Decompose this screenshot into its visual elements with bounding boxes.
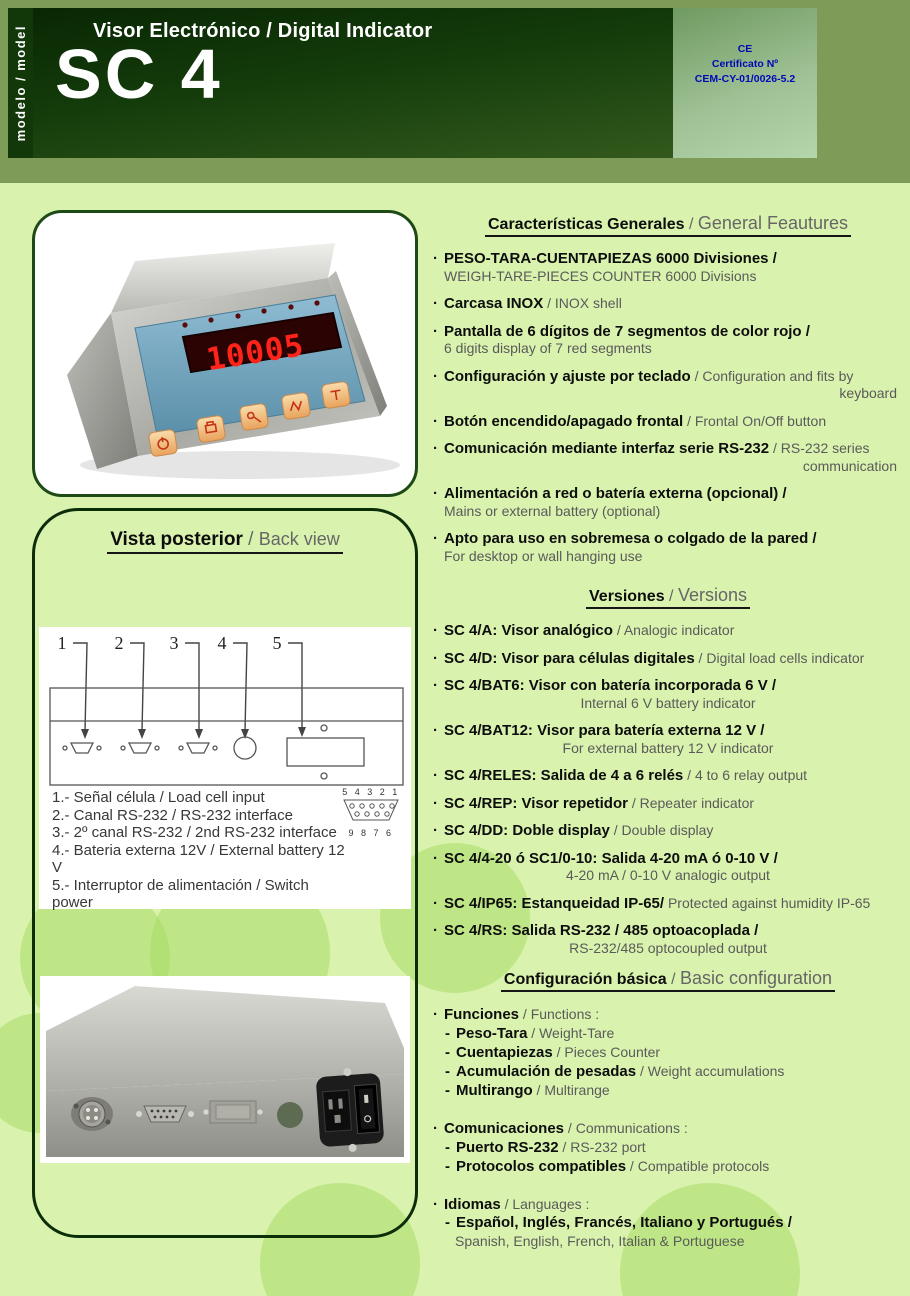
feature-item — [433, 650, 903, 668]
zero-button[interactable] — [281, 392, 310, 420]
feature-text: · SC 4/4-20 ó SC1/0-10: Salida 4-20 mA ó 0-10 V / — [433, 850, 903, 868]
feature-item — [433, 530, 903, 565]
feature-text: · SC 4/BAT12: Visor para batería externa 12 V / — [433, 722, 903, 740]
feature-text: · SC 4/REP: Visor repetidor / Repeater indicator — [433, 795, 903, 813]
feature-text-en: communication — [802, 457, 897, 474]
feature-item — [433, 440, 903, 475]
config-sub-item-en: Spanish, English, French, Italian & Portuguese — [455, 1233, 745, 1249]
feature-item — [433, 413, 903, 431]
back-view-title-en: Back view — [258, 529, 340, 549]
certificate-text — [673, 42, 817, 87]
model-vertical-strip — [8, 8, 33, 158]
feature-text: · Comunicación mediante interfaz serie RS-232 / RS-232 series — [433, 440, 903, 458]
round-connector — [234, 737, 256, 759]
feature-item — [433, 677, 903, 712]
feature-item — [433, 368, 903, 403]
feature-text-en: For external battery 12 V indicator — [562, 739, 774, 756]
display-value: 10005 — [203, 327, 307, 379]
section-1 — [433, 213, 903, 575]
config-group — [433, 1195, 903, 1250]
config-group — [433, 1005, 903, 1100]
feature-text-en: 4-20 mA / 0-10 V analogic output — [566, 867, 770, 883]
config-sub-item: - Protocolos compatibles / Compatible protocols — [433, 1157, 903, 1176]
feature-text: · Alimentación a red o batería externa (opcional) / — [433, 485, 903, 503]
certificate-line-2: Certificato Nº — [711, 58, 779, 70]
feature-text: · SC 4/RELES: Salida de 4 a 6 relés / 4 to 6 relay output — [433, 767, 903, 785]
feature-text: · SC 4/D: Visor para células digitales / Digital load cells indicator — [433, 650, 903, 668]
legend-line: 4.- Bateria externa 12V / External battery 12 V — [52, 841, 345, 876]
product-type-title: Visor Electrónico / Digital Indicator — [93, 20, 433, 42]
feature-text-en: 6 digits display of 7 red segments — [444, 340, 652, 356]
section-title: Características Generales / General Feautures — [433, 213, 903, 237]
config-sub-item: - Peso-Tara / Weight-Tare — [433, 1024, 903, 1043]
feature-item — [433, 922, 903, 957]
feature-text: · Botón encendido/apagado frontal / Frontal On/Off button — [433, 413, 903, 431]
content-area — [0, 183, 910, 1296]
feature-item — [433, 622, 903, 640]
dsub-connector-2 — [129, 743, 151, 753]
pinout-bottom-numbers: 9 8 7 6 — [348, 828, 394, 838]
feature-item — [433, 485, 903, 520]
switch-cutout — [287, 738, 364, 766]
config-group-title: · Funciones / Functions : — [433, 1005, 903, 1024]
db9-pinout — [337, 787, 405, 838]
certificate-box — [673, 8, 817, 158]
round-hole — [277, 1102, 303, 1128]
print-button[interactable] — [196, 415, 225, 443]
config-sub-item: - Acumulación de pesadas / Weight accumulations — [433, 1062, 903, 1081]
connector-legend — [52, 789, 352, 912]
feature-item — [433, 895, 903, 913]
feature-text-en: For desktop or wall hanging use — [444, 547, 643, 564]
config-sub-item: - Puerto RS-232 / RS-232 port — [433, 1138, 903, 1157]
connector-number: 3 — [169, 633, 179, 653]
feature-text: · Apto para uso en sobremesa o colgado de la pared / — [433, 530, 903, 548]
feature-text-en: Mains or external battery (optional) — [444, 502, 661, 519]
load-cell-connector — [71, 1097, 113, 1131]
indicator-back-illustration — [40, 976, 410, 1163]
legend-line: 2.- Canal RS-232 / RS-232 interface — [52, 806, 293, 824]
feature-text-en: RS-232/485 optocoupled output — [569, 939, 767, 956]
feature-text-en: WEIGH-TARE-PIECES COUNTER 6000 Divisions — [444, 267, 757, 284]
config-sub-item: - Multirango / Multirange — [433, 1081, 903, 1100]
feature-text: · PESO-TARA-CUENTAPIEZAS 6000 Divisiones / — [433, 250, 903, 268]
feature-item — [433, 822, 903, 840]
feature-text: · SC 4/RS: Salida RS-232 / 485 optoacoplada / — [433, 922, 903, 940]
section-title: Versiones / Versions — [433, 585, 903, 609]
pinout-drawing — [341, 797, 401, 823]
dsub-connector-1 — [71, 743, 93, 753]
section-3 — [433, 968, 903, 1269]
feature-item — [433, 850, 903, 885]
config-group — [433, 1119, 903, 1176]
indicator-front-illustration — [35, 213, 409, 488]
feature-text: · Carcasa INOX / INOX shell — [433, 295, 903, 313]
feature-text: · Pantalla de 6 dígitos de 7 segmentos de color rojo / — [433, 323, 903, 341]
config-group-title: · Comunicaciones / Communications : — [433, 1119, 903, 1138]
section-title: Configuración básica / Basic configuration — [433, 968, 903, 992]
feature-text: · Configuración y ajuste por teclado / Configuration and fits by — [433, 368, 903, 386]
back-view-title-es: Vista posterior — [110, 529, 243, 550]
section-2 — [433, 585, 903, 967]
config-sub-item: - Español, Inglés, Francés, Italiano y Portugués / — [433, 1214, 903, 1232]
back-view-title: Vista posterior / Back view — [35, 529, 415, 554]
connector-number: 2 — [114, 633, 124, 653]
feature-text: · SC 4/IP65: Estanqueidad IP-65/ Protected against humidity IP-65 — [433, 895, 903, 913]
blank-cutout — [203, 1101, 262, 1123]
model-vertical-label: modelo / model — [13, 24, 28, 142]
header-band — [33, 8, 673, 158]
feature-item — [433, 722, 903, 757]
pinout-top-numbers: 5 4 3 2 1 — [342, 787, 400, 797]
legend-line: 3.- 2º canal RS-232 / 2nd RS-232 interface — [52, 824, 337, 841]
dsub-connector-3 — [187, 743, 209, 753]
connector-number: 4 — [217, 633, 227, 653]
feature-item — [433, 250, 903, 285]
feature-text: · SC 4/A: Visor analógico / Analogic indicator — [433, 622, 903, 640]
certificate-line-1: CE — [737, 43, 753, 55]
connector-number: 1 — [57, 633, 67, 653]
back-view-panel — [32, 508, 418, 1238]
feature-text: · SC 4/BAT6: Visor con batería incorporada 6 V / — [433, 677, 903, 695]
feature-text: · SC 4/DD: Doble display / Double display — [433, 822, 903, 840]
back-view-diagram — [39, 627, 411, 909]
legend-line: 5.- Interruptor de alimentación / Switch power — [52, 876, 309, 911]
feature-item — [433, 795, 903, 813]
back-photo — [40, 976, 410, 1163]
power-inlet-module — [315, 1066, 385, 1154]
legend-line: 1.- Señal célula / Load cell input — [52, 789, 265, 806]
config-sub-item: - Cuentapiezas / Pieces Counter — [433, 1043, 903, 1062]
feature-item — [433, 323, 903, 358]
feature-text-en: Internal 6 V battery indicator — [580, 694, 756, 711]
connector-number: 5 — [272, 633, 282, 653]
feature-text-en: keyboard — [839, 385, 897, 401]
function-button[interactable] — [239, 403, 268, 431]
feature-item — [433, 295, 903, 313]
config-group-title: · Idiomas / Languages : — [433, 1195, 903, 1214]
certificate-line-3: CEM-CY-01/0026-5.2 — [694, 73, 796, 85]
front-view-photo — [32, 210, 418, 497]
model-name: SC 4 — [55, 35, 223, 113]
feature-item — [433, 767, 903, 785]
power-button[interactable] — [148, 429, 177, 457]
tare-button[interactable] — [321, 381, 350, 409]
